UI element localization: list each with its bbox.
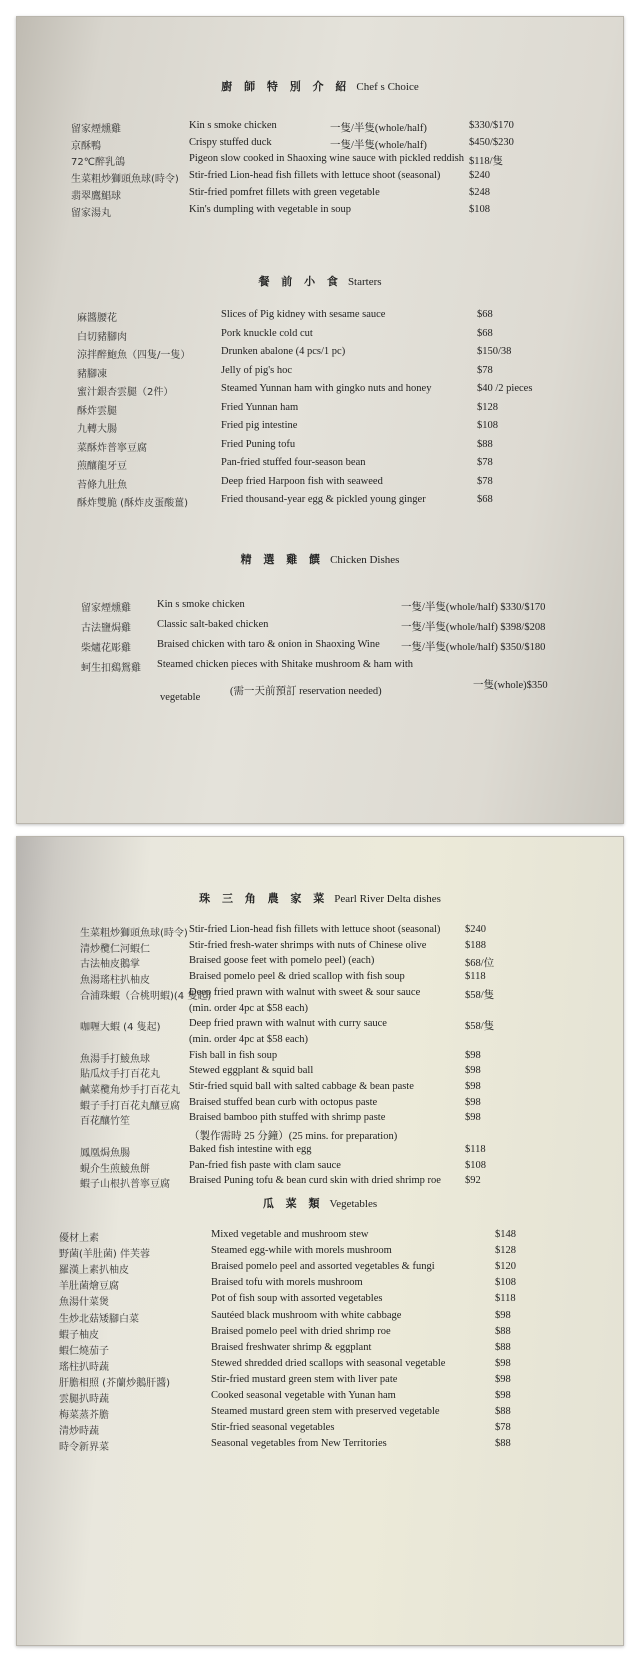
dish-name-en: Fish ball in fish soup xyxy=(189,1049,278,1061)
menu-item xyxy=(17,120,623,138)
dish-name-zh: 生菜粗炒獅頭魚球(時令) xyxy=(71,174,179,186)
dish-price: $88 xyxy=(495,1341,511,1353)
dish-name-zh: 涼拌醉鮑魚（四隻/一隻） xyxy=(77,350,191,361)
dish-name-zh: 清炒欖仁河蝦仁 xyxy=(80,943,150,955)
dish-name-en: Fried thousand-year egg & pickled young ginger xyxy=(221,494,426,505)
dish-name-en: Braised pomelo peel and assorted vegetables & fungi xyxy=(211,1261,435,1273)
dish-name-zh: 豬腳凍 xyxy=(77,368,107,380)
dish-name-en: Stir-fried Lion-head fish fillets with lettuce shoot (seasonal) xyxy=(189,170,441,182)
dish-name-zh: 百花釀竹笙 xyxy=(80,1116,130,1128)
dish-name-zh: 蝦子山根扒普寧豆腐 xyxy=(80,1179,170,1191)
dish-name-zh: 菜酥炸普寧豆腐 xyxy=(77,442,147,454)
menu-page-2 xyxy=(16,836,624,1646)
dish-name-zh: 鳳凰焗魚腸 xyxy=(80,1147,130,1159)
dish-name-en: Stir-fried mustard green stem with liver pate xyxy=(211,1373,398,1385)
dish-price: $98 xyxy=(465,1065,481,1077)
dish-name-en: Stewed shredded dried scallops with seasonal vegetable xyxy=(211,1357,446,1369)
menu-item xyxy=(17,439,623,457)
dish-name-zh: 羊肚菌燴豆腐 xyxy=(59,1281,119,1293)
dish-name-en: Sautéed black mushroom with white cabbage xyxy=(211,1309,402,1321)
dish-name-zh: 瑤柱扒時蔬 xyxy=(59,1361,109,1373)
dish-name-en: Pigeon slow cooked in Shaoxing wine sauce with pickled reddish xyxy=(189,153,464,165)
section-title-zh: 廚 師 特 別 介 紹 xyxy=(221,80,351,93)
section-title-chefs-choice xyxy=(17,78,623,94)
chicken-continuation-text: vegetable xyxy=(160,692,201,703)
menu-item xyxy=(17,1438,623,1456)
menu-item xyxy=(17,137,623,155)
dish-name-zh: 合浦珠蝦（合桃明蝦)(4 隻起) xyxy=(80,990,212,1002)
dish-price: $88 xyxy=(495,1406,511,1418)
dish-name-zh: 苔條九肚魚 xyxy=(77,479,127,491)
dish-price: 一隻/半隻(whole/half) $398/$208 xyxy=(401,622,546,633)
dish-price: $330/$170 xyxy=(469,120,514,131)
dish-name-en: (min. order 4pc at $58 each) xyxy=(189,1033,308,1045)
dish-price: $108 xyxy=(469,203,490,215)
dish-price: $148 xyxy=(495,1229,516,1240)
dish-name-zh: 酥炸雙脆 (酥炸皮蛋酸薑) xyxy=(77,498,188,509)
dish-price: $98 xyxy=(465,1081,481,1092)
dish-name-en: Braised goose feet with pomelo peel) (each) xyxy=(189,955,375,967)
dish-price: $92 xyxy=(465,1175,481,1187)
dish-name-en: Baked fish intestine with egg xyxy=(189,1143,312,1155)
dish-name-en: Crispy stuffed duck xyxy=(189,136,272,148)
dish-portion: 一隻/半隻(whole/half) xyxy=(330,139,427,151)
dish-name-zh: 麻醬腰花 xyxy=(77,313,117,324)
dish-name-en: Braised chicken with taro & onion in Shaoxing Wine xyxy=(157,639,380,650)
section-title-vegetables xyxy=(17,1195,623,1211)
dish-price: $98 xyxy=(465,1112,481,1124)
dish-name-en: Steamed Yunnan ham with gingko nuts and honey xyxy=(221,383,432,394)
dish-name-en: Braised bamboo pith stuffed with shrimp paste xyxy=(189,1112,386,1124)
dish-name-en: Pan-fried fish paste with clam sauce xyxy=(189,1159,341,1171)
menu-item xyxy=(17,402,623,420)
dish-name-zh: 蜆介生煎鯪魚餅 xyxy=(80,1163,150,1175)
menu-item xyxy=(17,639,623,657)
dish-name-en: Mixed vegetable and mushroom stew xyxy=(211,1229,369,1240)
dish-name-zh: 白切豬腳肉 xyxy=(77,331,127,343)
dish-name-en: Braised Puning tofu & bean curd skin with dried shrimp roe xyxy=(189,1175,441,1187)
chicken-whole-price: 一隻(whole)$350 xyxy=(473,680,548,691)
dish-name-en: Classic salt-baked chicken xyxy=(157,619,269,630)
section-title-en: Starters xyxy=(347,276,382,288)
dish-price: $128 xyxy=(495,1245,516,1257)
dish-price: $78 xyxy=(477,475,493,487)
dish-price: $78 xyxy=(495,1422,511,1434)
dish-name-en: Steamed mustard green stem with preserved vegetable xyxy=(211,1406,440,1418)
dish-name-en: Deep fried Harpoon fish with seaweed xyxy=(221,475,383,487)
dish-name-zh: 生炒北菇矮腳白菜 xyxy=(59,1313,139,1325)
section-title-starters xyxy=(17,273,623,289)
dish-price: $108 xyxy=(477,420,498,431)
dish-price: $98 xyxy=(465,1096,481,1108)
dish-name-en: Stir-fried pomfret fillets with green vegetable xyxy=(189,186,380,198)
section-title-en: Chicken Dishes xyxy=(330,554,400,566)
dish-name-en: Pan-fried stuffed four-season bean xyxy=(221,457,366,468)
menu-item xyxy=(17,309,623,327)
dish-price: $108 xyxy=(495,1277,516,1289)
dish-price: $118 xyxy=(465,971,486,983)
dish-name-zh: 優材上素 xyxy=(59,1233,99,1244)
section-title-en: Pearl River Delta dishes xyxy=(334,893,441,905)
dish-price: $98 xyxy=(495,1357,511,1369)
dish-price: $118 xyxy=(495,1293,516,1305)
dish-name-en: Braised freshwater shrimp & eggplant xyxy=(211,1341,372,1353)
dish-name-en: Cooked seasonal vegetable with Yunan ham xyxy=(211,1390,396,1401)
dish-name-en: Slices of Pig kidney with sesame sauce xyxy=(221,309,386,320)
dish-price: $88 xyxy=(495,1325,511,1337)
dish-name-zh: 生菜粗炒獅頭魚球(時令) xyxy=(80,928,188,939)
dish-name-en: Stir-fried squid ball with salted cabbage & bean paste xyxy=(189,1081,414,1092)
dish-name-en: Fried Yunnan ham xyxy=(221,401,299,413)
dish-price: $108 xyxy=(465,1159,486,1171)
dish-name-en: Pork knuckle cold cut xyxy=(221,327,313,339)
section-title-zh: 餐 前 小 食 xyxy=(258,275,342,288)
dish-name-zh: 留家煙燻雞 xyxy=(71,124,121,135)
dish-name-zh: 魚湯瑤柱扒柚皮 xyxy=(80,975,150,987)
section-title-pearl-river xyxy=(17,890,623,906)
menu-item xyxy=(17,476,623,494)
dish-price: $88 xyxy=(495,1438,511,1450)
menu-item xyxy=(17,457,623,475)
dish-name-zh: 雲腿扒時蔬 xyxy=(59,1394,109,1405)
section-title-en: Chef s Choice xyxy=(356,81,419,93)
menu-item xyxy=(17,170,623,188)
dish-name-zh: 蚵生扣鷄鴛雞 xyxy=(81,663,141,674)
section-title-zh: 精 選 雞 饌 xyxy=(240,553,325,566)
dish-name-en: Deep fried prawn with walnut with curry sauce xyxy=(189,1018,387,1030)
menu-item xyxy=(17,383,623,401)
dish-name-en: Drunken abalone (4 pcs/1 pc) xyxy=(221,346,346,357)
dish-name-zh: 京酥鴨 xyxy=(71,140,101,152)
dish-price: $98 xyxy=(495,1390,511,1401)
dish-name-zh: 梅菜蒸芥膽 xyxy=(59,1410,109,1422)
dish-name-en: Stewed eggplant & squid ball xyxy=(189,1065,314,1077)
dish-price: $118 xyxy=(465,1143,486,1155)
dish-price: $98 xyxy=(495,1373,511,1385)
dish-price: $118/隻 xyxy=(469,156,504,168)
dish-name-en: Pot of fish soup with assorted vegetables xyxy=(211,1293,383,1305)
dish-price: $58/隻 xyxy=(465,1021,495,1033)
dish-name-zh: 古法柚皮鵝掌 xyxy=(80,959,140,971)
dish-name-zh: 翡翠鷹鯧球 xyxy=(71,190,121,202)
reservation-note: (需一天前預訂 reservation needed) xyxy=(230,686,382,697)
section-title-zh: 瓜 菜 類 xyxy=(262,1197,324,1210)
dish-name-zh: 野菌(羊肚菌) 伴芙蓉 xyxy=(59,1249,150,1261)
dish-price: $78 xyxy=(477,457,493,468)
dish-price: $68 xyxy=(477,309,493,320)
dish-price: $188 xyxy=(465,939,486,951)
dish-name-zh: 72℃醉乳鴿 xyxy=(71,157,125,169)
dish-name-en: (min. order 4pc at $58 each) xyxy=(189,1002,308,1014)
dish-price: $68 xyxy=(477,494,493,505)
dish-price: $88 xyxy=(477,438,493,450)
dish-name-en: Kin s smoke chicken xyxy=(189,120,277,131)
dish-name-zh: 肝膽相照 (芥蘭炒鵝肝醬) xyxy=(59,1377,170,1389)
dish-name-en: （製作需時 25 分鐘）(25 mins. for preparation) xyxy=(189,1131,398,1143)
dish-name-en: Braised pomelo peel & dried scallop with fish soup xyxy=(189,971,405,983)
dish-name-en: Kin s smoke chicken xyxy=(157,599,245,610)
menu-item xyxy=(17,346,623,364)
dish-name-zh: 蝦子手打百花丸釀豆腐 xyxy=(80,1100,180,1112)
dish-name-zh: 留家湯丸 xyxy=(71,207,111,219)
menu-item xyxy=(17,153,623,171)
dish-price: 一隻/半隻(whole/half) $330/$170 xyxy=(401,602,546,613)
menu-page-1 xyxy=(16,16,624,824)
dish-price: $68/位 xyxy=(465,958,495,970)
dish-name-zh: 時令新界菜 xyxy=(59,1442,109,1454)
dish-price: $150/38 xyxy=(477,346,512,357)
menu-item xyxy=(17,187,623,205)
dish-price: 一隻/半隻(whole/half) $350/$180 xyxy=(401,642,546,653)
dish-name-zh: 羅漢上素扒柚皮 xyxy=(59,1265,129,1277)
dish-name-en: Stir-fried seasonal vegetables xyxy=(211,1422,335,1434)
dish-price: $68 xyxy=(477,327,493,339)
dish-price: $240 xyxy=(465,924,486,935)
dish-price: $98 xyxy=(495,1309,511,1321)
dish-name-en: Steamed chicken pieces with Shitake mushroom & ham with xyxy=(157,659,414,670)
dish-price: $450/$230 xyxy=(469,136,514,148)
dish-name-en: Stir-fried Lion-head fish fillets with lettuce shoot (seasonal) xyxy=(189,924,441,935)
dish-name-en: Steamed egg-while with morels mushroom xyxy=(211,1245,392,1257)
dish-name-zh: 貼瓜炆手打百花丸 xyxy=(80,1069,160,1081)
dish-name-en: Braised tofu with morels mushroom xyxy=(211,1277,363,1289)
section-title-zh: 珠 三 角 農 家 菜 xyxy=(199,892,329,905)
dish-price: $120 xyxy=(495,1261,516,1273)
dish-name-en: Fried pig intestine xyxy=(221,420,298,431)
dish-name-en: Fried Puning tofu xyxy=(221,438,296,450)
dish-price: $248 xyxy=(469,186,490,198)
menu-item xyxy=(17,599,623,617)
dish-name-zh: 魚湯什菜煲 xyxy=(59,1297,109,1309)
menu-item xyxy=(17,659,623,677)
dish-name-en: Stir-fried fresh-water shrimps with nuts of Chinese olive xyxy=(189,939,427,951)
dish-name-en: Braised stuffed bean curb with octopus paste xyxy=(189,1096,378,1108)
dish-price: $128 xyxy=(477,401,498,413)
dish-name-zh: 魚湯手打鯪魚球 xyxy=(80,1053,150,1065)
section-title-chicken xyxy=(17,551,623,567)
dish-price: $98 xyxy=(465,1049,481,1061)
dish-price: $40 /2 pieces xyxy=(477,383,533,394)
dish-name-en: Seasonal vegetables from New Territories xyxy=(211,1438,387,1450)
dish-name-zh: 酥炸雲腿 xyxy=(77,405,117,417)
menu-item xyxy=(17,420,623,438)
section-title-en: Vegetables xyxy=(329,1198,378,1210)
dish-price: $78 xyxy=(477,364,493,376)
dish-name-zh: 鹹菜欖角炒手打百花丸 xyxy=(80,1085,180,1096)
dish-price: $240 xyxy=(469,170,490,182)
dish-portion: 一隻/半隻(whole/half) xyxy=(330,123,427,134)
dish-name-en: Deep fried prawn with walnut with sweet & sour sauce xyxy=(189,986,421,998)
dish-name-zh: 九轉大腸 xyxy=(77,424,117,435)
dish-name-en: Kin's dumpling with vegetable in soup xyxy=(189,203,352,215)
dish-name-zh: 留家煙燻雞 xyxy=(81,603,131,614)
menu-item xyxy=(17,204,623,222)
menu-item xyxy=(17,365,623,383)
dish-name-zh: 咖喱大蝦 (4 隻起) xyxy=(80,1022,161,1034)
dish-price: $58/隻 xyxy=(465,989,495,1001)
dish-name-zh: 柴爐花彫雞 xyxy=(81,643,131,654)
dish-name-zh: 蝦子柚皮 xyxy=(59,1329,99,1341)
menu-item xyxy=(17,328,623,346)
dish-name-zh: 蜜汁銀杏雲腿（2件） xyxy=(77,387,174,398)
dish-name-zh: 煎釀龍牙豆 xyxy=(77,461,127,472)
dish-name-zh: 古法鹽焗雞 xyxy=(81,623,131,634)
dish-name-zh: 蝦仁燒茄子 xyxy=(59,1345,109,1357)
dish-name-zh: 清炒時蔬 xyxy=(59,1426,99,1438)
dish-name-en: Jelly of pig's hoc xyxy=(221,364,293,376)
dish-name-en: Braised pomelo peel with dried shrimp roe xyxy=(211,1325,391,1337)
menu-item xyxy=(17,1175,623,1193)
menu-item xyxy=(17,494,623,512)
menu-item xyxy=(17,619,623,637)
